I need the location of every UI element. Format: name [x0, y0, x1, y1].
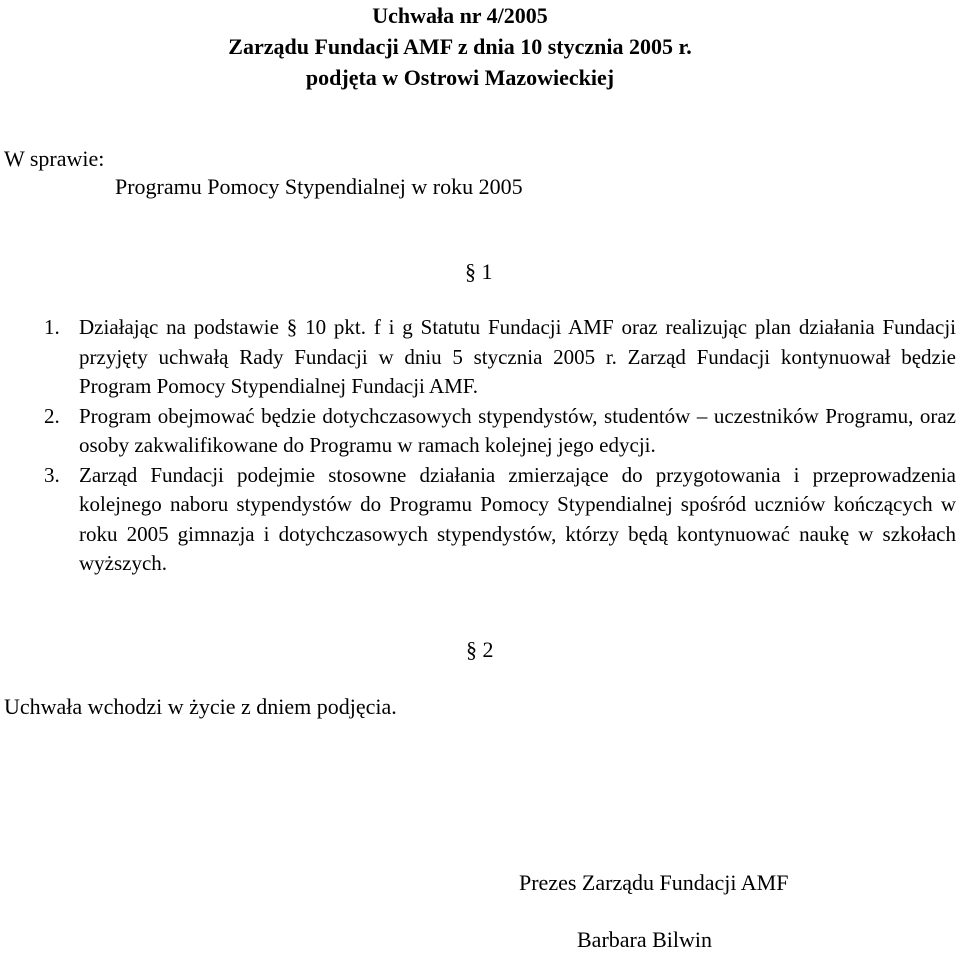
- effective-date-text: Uchwała wchodzi w życie z dniem podjęcia.: [4, 694, 397, 719]
- resolution-board-date: Zarządu Fundacji AMF z dnia 10 stycznia 2005 r.: [228, 34, 692, 59]
- point-number: 2.: [44, 403, 60, 428]
- point-text: Działając na podstawie § 10 pkt. f i g Statutu Fundacji AMF oraz realizując plan działania Fundacji przyjęty uchwałą Rady Fundacji w dniu 5 stycznia 2005 r. Zarząd Fundacji kontynuował będzie Program Pomocy Stypendialnej Fundacji AMF.: [79, 315, 956, 398]
- point-text: Zarząd Fundacji podejmie stosowne działania zmierzające do przygotowania i przeprowadzenia kolejnego naboru stypendystów do Programu Pomocy Stypendialnej spośród uczniów kończących w roku 2005 gimnazja i dotychczasowych stypendystów, którzy będą kontynuować naukę w szkołach wyższych.: [79, 462, 956, 575]
- subject-label: W sprawie:: [4, 146, 105, 171]
- section-1-points: [44, 313, 956, 579]
- section-2-mark: § 2: [466, 637, 494, 662]
- resolution-number: Uchwała nr 4/2005: [372, 3, 548, 28]
- point-number: 1.: [44, 315, 60, 339]
- signatory-name: Barbara Bilwin: [577, 927, 713, 952]
- section-1-mark: § 1: [465, 259, 493, 284]
- list-item: [44, 461, 956, 579]
- list-item: [44, 402, 956, 461]
- subject-text: Programu Pomocy Stypendialnej w roku 2005: [115, 174, 523, 199]
- resolution-header: [0, 0, 960, 93]
- point-text: Program obejmować będzie dotychczasowych stypendystów, studentów – uczestników Programu, oraz osoby zakwalifikowane do Programu w ramach kolejnej jego edycji.: [79, 403, 956, 457]
- resolution-place: podjęta w Ostrowi Mazowieckiej: [305, 65, 615, 90]
- list-item: [44, 313, 956, 402]
- point-number: 3.: [44, 462, 60, 487]
- signatory-title: Prezes Zarządu Fundacji AMF: [519, 870, 789, 895]
